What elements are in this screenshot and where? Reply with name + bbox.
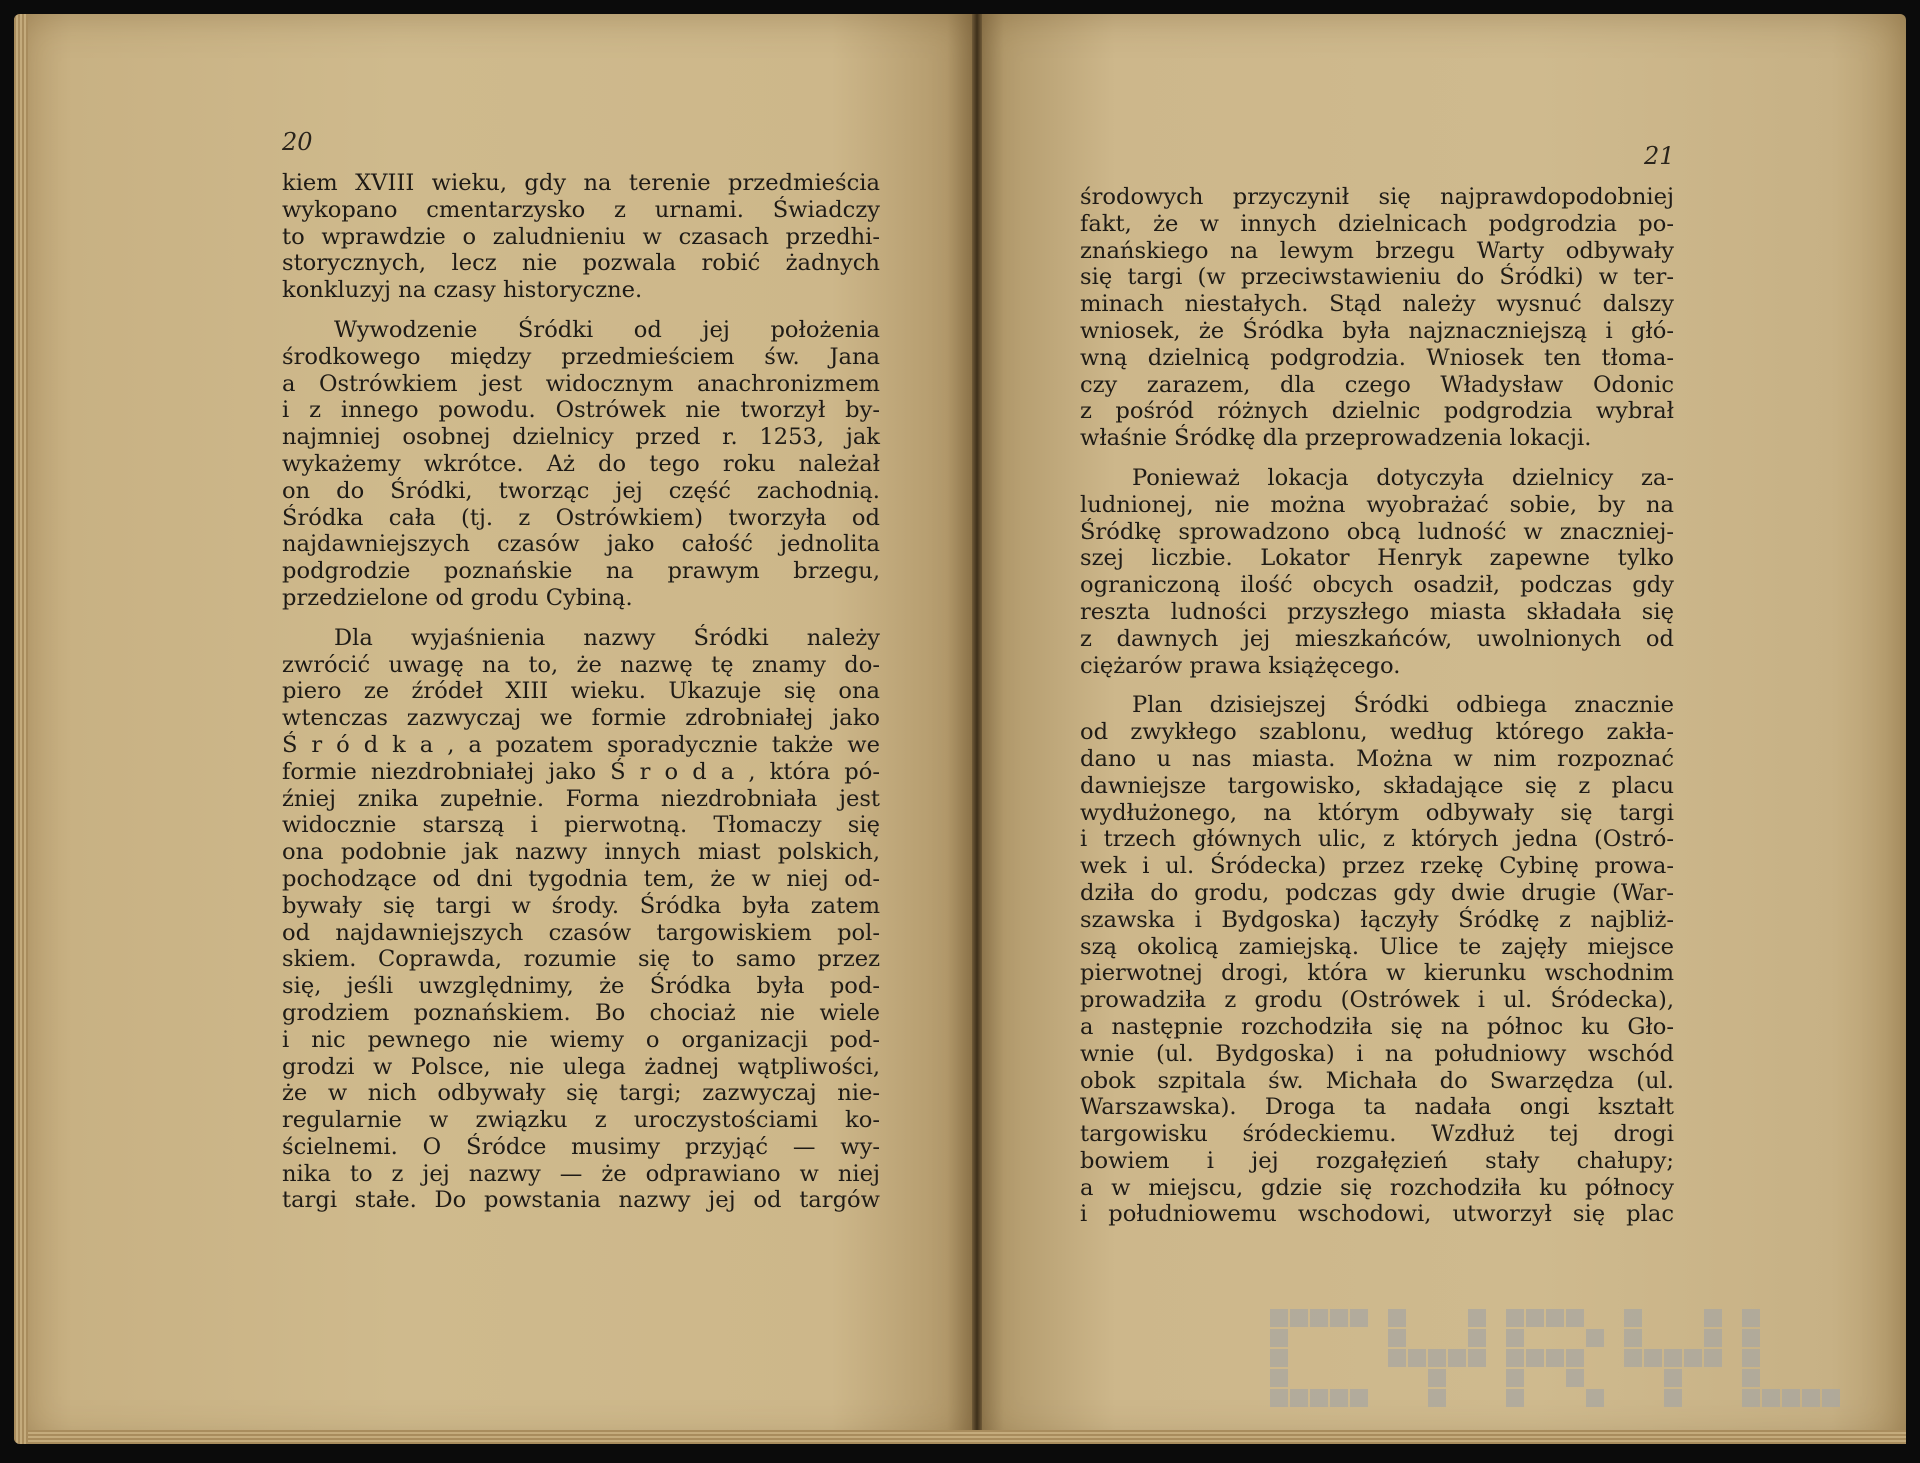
text-line: czy zarazem, dla czego Władysław Odonic bbox=[1080, 371, 1674, 398]
watermark-block bbox=[1586, 1389, 1604, 1407]
watermark-block bbox=[1290, 1309, 1308, 1327]
watermark-block bbox=[1270, 1309, 1288, 1327]
text-line: targowisku śródeckiemu. Wzdłuż tej drogi bbox=[1080, 1121, 1674, 1148]
watermark-block bbox=[1350, 1309, 1368, 1327]
watermark-block bbox=[1644, 1349, 1662, 1367]
text-line: skiem. Coprawda, rozumie się to samo przez bbox=[282, 946, 880, 973]
text-line: ludnionej, nie można wyobrażać sobie, by na bbox=[1080, 491, 1674, 518]
text-line: piero ze źródeł XIII wieku. Ukazuje się ona bbox=[282, 678, 880, 705]
text-line: że w nich odbywały się targi; zazwyczaj nie- bbox=[282, 1080, 880, 1107]
watermark-block bbox=[1330, 1389, 1348, 1407]
text-line: dziła do grodu, podczas gdy dwie drugie (War- bbox=[1080, 879, 1674, 906]
watermark-block bbox=[1310, 1309, 1328, 1327]
text-line: się, jeśli uwzględnimy, że Śródka była pod- bbox=[282, 973, 880, 1000]
page-edges-left bbox=[14, 14, 28, 1444]
watermark-block bbox=[1624, 1309, 1642, 1327]
watermark-block bbox=[1468, 1349, 1486, 1367]
watermark-block bbox=[1330, 1309, 1348, 1327]
text-line: Warszawska). Droga ta nadała ongi kształt bbox=[1080, 1094, 1674, 1121]
text-line: a następnie rozchodziła się na północ ku Gło- bbox=[1080, 1013, 1674, 1040]
text-line: nika to z jej nazwy — że odprawiano w niej bbox=[282, 1160, 880, 1187]
text-line: właśnie Śródkę dla przeprowadzenia lokacji. bbox=[1080, 425, 1592, 452]
text-line: Śródka cała (tj. z Ostrówkiem) tworzyła od bbox=[282, 504, 880, 531]
text-line: najdawniejszych czasów jako całość jednolita bbox=[282, 531, 880, 558]
watermark-block bbox=[1762, 1389, 1780, 1407]
text-line: grodzi w Polsce, nie ulega żadnej wątpliwości, bbox=[282, 1053, 880, 1080]
text-line: szawska i Bydgoska) łączyły Śródkę z najbliż- bbox=[1080, 906, 1674, 933]
watermark-block bbox=[1624, 1349, 1642, 1367]
watermark-block bbox=[1566, 1309, 1584, 1327]
watermark-block bbox=[1704, 1329, 1722, 1347]
watermark-block bbox=[1506, 1389, 1524, 1407]
open-book bbox=[14, 14, 1906, 1444]
watermark-block bbox=[1546, 1309, 1564, 1327]
text-line: wną dzielnicą podgrodzia. Wniosek ten tłoma- bbox=[1080, 344, 1674, 371]
text-line: regularnie w związku z uroczystościami ko- bbox=[282, 1107, 880, 1134]
text-line: pochodzące od dni tygodnia tem, że w niej od- bbox=[282, 865, 880, 892]
watermark-block bbox=[1388, 1349, 1406, 1367]
text-line: Dla wyjaśnienia nazwy Śródki należy bbox=[334, 624, 880, 651]
text-line: formie niezdrobniałej jako Ś r o d a , która pó- bbox=[282, 758, 880, 785]
watermark-block bbox=[1388, 1309, 1406, 1327]
watermark-block bbox=[1742, 1369, 1760, 1387]
text-line: ograniczoną ilość obcych osadził, podczas gdy bbox=[1080, 572, 1674, 599]
watermark-block bbox=[1664, 1369, 1682, 1387]
text-line: podgrodzie poznańskie na prawym brzegu, bbox=[282, 558, 880, 585]
watermark-block bbox=[1704, 1309, 1722, 1327]
watermark-block bbox=[1624, 1329, 1642, 1347]
text-line: środowych przyczynił się najprawdopodobniej bbox=[1080, 184, 1674, 210]
watermark-block bbox=[1664, 1349, 1682, 1367]
text-line: wek i ul. Śródecka) przez rzekę Cybinę prowa- bbox=[1080, 853, 1674, 880]
text-line: wniosek, że Śródka była najznaczniejszą i głó- bbox=[1080, 317, 1674, 344]
text-line: znańskiego na lewym brzegu Warty odbywały bbox=[1080, 237, 1674, 264]
watermark-block bbox=[1506, 1329, 1524, 1347]
text-line: środkowego między przedmieściem św. Jana bbox=[282, 343, 880, 370]
text-line: i nic pewnego nie wiemy o organizacji pod- bbox=[282, 1026, 880, 1053]
text-line: wykażemy wkrótce. Aż do tego roku należał bbox=[282, 450, 880, 477]
watermark-block bbox=[1742, 1329, 1760, 1347]
text-line: Ponieważ lokacja dotyczyła dzielnicy za- bbox=[1132, 464, 1674, 491]
watermark-block bbox=[1270, 1329, 1288, 1347]
watermark-block bbox=[1428, 1389, 1446, 1407]
left-page bbox=[14, 14, 976, 1444]
paragraph bbox=[282, 625, 880, 1215]
watermark-block bbox=[1468, 1329, 1486, 1347]
watermark-block bbox=[1742, 1389, 1760, 1407]
left-page-text bbox=[282, 170, 880, 1214]
watermark-block bbox=[1270, 1349, 1288, 1367]
text-line: a Ostrówkiem jest widocznym anachronizmem bbox=[282, 370, 880, 397]
watermark-block bbox=[1408, 1349, 1426, 1367]
paragraph bbox=[1080, 465, 1674, 679]
text-line: ona podobnie jak nazwy innych miast polskich, bbox=[282, 839, 880, 866]
text-line: i trzech głównych ulic, z których jedna (Ostró- bbox=[1080, 826, 1674, 853]
watermark-block bbox=[1350, 1389, 1368, 1407]
text-line: obok szpitala św. Michała do Swarzędza (ul. bbox=[1080, 1067, 1674, 1094]
text-line: szej liczbie. Lokator Henryk zapewne tylko bbox=[1080, 545, 1674, 572]
text-line: wnie (ul. Bydgoska) i na południowy wschód bbox=[1080, 1040, 1674, 1067]
watermark-block bbox=[1526, 1309, 1544, 1327]
text-line: się targi (w przeciwstawieniu do Śródki) w ter- bbox=[1080, 264, 1674, 291]
watermark-block bbox=[1506, 1349, 1524, 1367]
text-line: storycznych, lecz nie pozwala robić żadnych bbox=[282, 250, 880, 277]
cyryl-watermark-logo bbox=[1270, 1303, 1870, 1418]
book-spine bbox=[972, 14, 982, 1444]
text-line: zwrócić uwagę na to, że nazwę tę znamy do- bbox=[282, 651, 880, 678]
text-line: od najdawniejszych czasów targowiskiem pol- bbox=[282, 919, 880, 946]
text-line: pierwotnej drogi, która w kierunku wschodnim bbox=[1080, 960, 1674, 987]
text-line: grodziem poznańskiem. Bo chociaż nie wiele bbox=[282, 999, 880, 1026]
watermark-block bbox=[1428, 1349, 1446, 1367]
text-line: szą okolicą zamiejską. Ulice te zajęły miejsce bbox=[1080, 933, 1674, 960]
watermark-block bbox=[1586, 1329, 1604, 1347]
right-page bbox=[976, 14, 1906, 1444]
watermark-block bbox=[1448, 1349, 1466, 1367]
paragraph bbox=[1080, 692, 1674, 1228]
watermark-block bbox=[1742, 1309, 1760, 1327]
text-line: kiem XVIII wieku, gdy na terenie przedmieścia bbox=[282, 170, 880, 196]
watermark-block bbox=[1822, 1389, 1840, 1407]
text-line: bowiem i jej rozgałęzień stały chałupy; bbox=[1080, 1147, 1674, 1174]
watermark-block bbox=[1704, 1349, 1722, 1367]
text-line: widocznie starszą i pierwotną. Tłomaczy się bbox=[282, 812, 880, 839]
watermark-block bbox=[1468, 1309, 1486, 1327]
watermark-block bbox=[1428, 1369, 1446, 1387]
text-line: i południowemu wschodowi, utworzył się plac bbox=[1080, 1201, 1674, 1228]
text-line: źniej znika zupełnie. Forma niezdrobniała jest bbox=[282, 785, 880, 812]
text-line: Śródkę sprowadzono obcą ludność w znaczniej- bbox=[1080, 518, 1674, 545]
text-line: Wywodzenie Śródki od jej położenia bbox=[334, 316, 880, 343]
text-line: wydłużonego, na którym odbywały się targi bbox=[1080, 799, 1674, 826]
watermark-block bbox=[1802, 1389, 1820, 1407]
paragraph bbox=[282, 170, 880, 304]
watermark-block bbox=[1310, 1389, 1328, 1407]
watermark-block bbox=[1506, 1369, 1524, 1387]
text-line: bywały się targi w środy. Śródka była zatem bbox=[282, 892, 880, 919]
watermark-block bbox=[1526, 1349, 1544, 1367]
text-line: Plan dzisiejszej Śródki odbiega znacznie bbox=[1132, 692, 1674, 719]
page-edges-bottom bbox=[28, 1430, 1906, 1444]
watermark-block bbox=[1506, 1309, 1524, 1327]
watermark-block bbox=[1270, 1389, 1288, 1407]
text-line: wtenczas zazwyczaj we formie zdrobniałej jako bbox=[282, 705, 880, 732]
text-line: to wprawdzie o zaludnieniu w czasach przedhi- bbox=[282, 223, 880, 250]
right-page-number: 21 bbox=[1644, 142, 1675, 170]
watermark-block bbox=[1684, 1349, 1702, 1367]
right-page-text bbox=[1080, 184, 1674, 1228]
watermark-block bbox=[1270, 1369, 1288, 1387]
text-line: dano u nas miasta. Można w nim rozpoznać bbox=[1080, 745, 1674, 772]
text-line: z pośród różnych dzielnic podgrodzia wybrał bbox=[1080, 398, 1674, 425]
text-line: a w miejscu, gdzie się rozchodziła ku północy bbox=[1080, 1174, 1674, 1201]
text-line: przedzielone od grodu Cybiną. bbox=[282, 584, 633, 611]
text-line: ścielnemi. O Śródce musimy przyjąć — wy- bbox=[282, 1133, 880, 1160]
text-line: prowadziła z grodu (Ostrówek i ul. Śródecka), bbox=[1080, 987, 1674, 1014]
watermark-block bbox=[1546, 1349, 1564, 1367]
text-line: najmniej osobnej dzielnicy przed r. 1253, jak bbox=[282, 424, 880, 451]
text-line: Ś r ó d k a , a pozatem sporadycznie także we bbox=[282, 731, 880, 758]
text-line: z dawnych jej mieszkańców, uwolnionych od bbox=[1080, 625, 1674, 652]
text-line: i z innego powodu. Ostrówek nie tworzył by- bbox=[282, 397, 880, 424]
text-line: dawniejsze targowisko, składające się z placu bbox=[1080, 772, 1674, 799]
text-line: wykopano cmentarzysko z urnami. Świadczy bbox=[282, 196, 880, 223]
text-line: fakt, że w innych dzielnicach podgrodzia po- bbox=[1080, 210, 1674, 237]
text-line: minach niestałych. Stąd należy wysnuć dalszy bbox=[1080, 291, 1674, 318]
watermark-block bbox=[1664, 1389, 1682, 1407]
watermark-block bbox=[1742, 1349, 1760, 1367]
text-line: reszta ludności przyszłego miasta składała się bbox=[1080, 598, 1674, 625]
watermark-block bbox=[1782, 1389, 1800, 1407]
text-line: konkluzyj na czasy historyczne. bbox=[282, 277, 643, 304]
paragraph bbox=[282, 317, 880, 612]
text-line: od zwykłego szablonu, według którego zakła- bbox=[1080, 719, 1674, 746]
watermark-block bbox=[1290, 1389, 1308, 1407]
text-line: on do Śródki, tworząc jej część zachodnią. bbox=[282, 477, 880, 504]
paragraph bbox=[1080, 184, 1674, 452]
watermark-block bbox=[1388, 1329, 1406, 1347]
text-line: ciężarów prawa książęcego. bbox=[1080, 652, 1401, 679]
watermark-block bbox=[1566, 1369, 1584, 1387]
text-line: targi stałe. Do powstania nazwy jej od targów bbox=[282, 1187, 880, 1214]
left-page-number: 20 bbox=[282, 128, 313, 156]
watermark-block bbox=[1566, 1349, 1584, 1367]
